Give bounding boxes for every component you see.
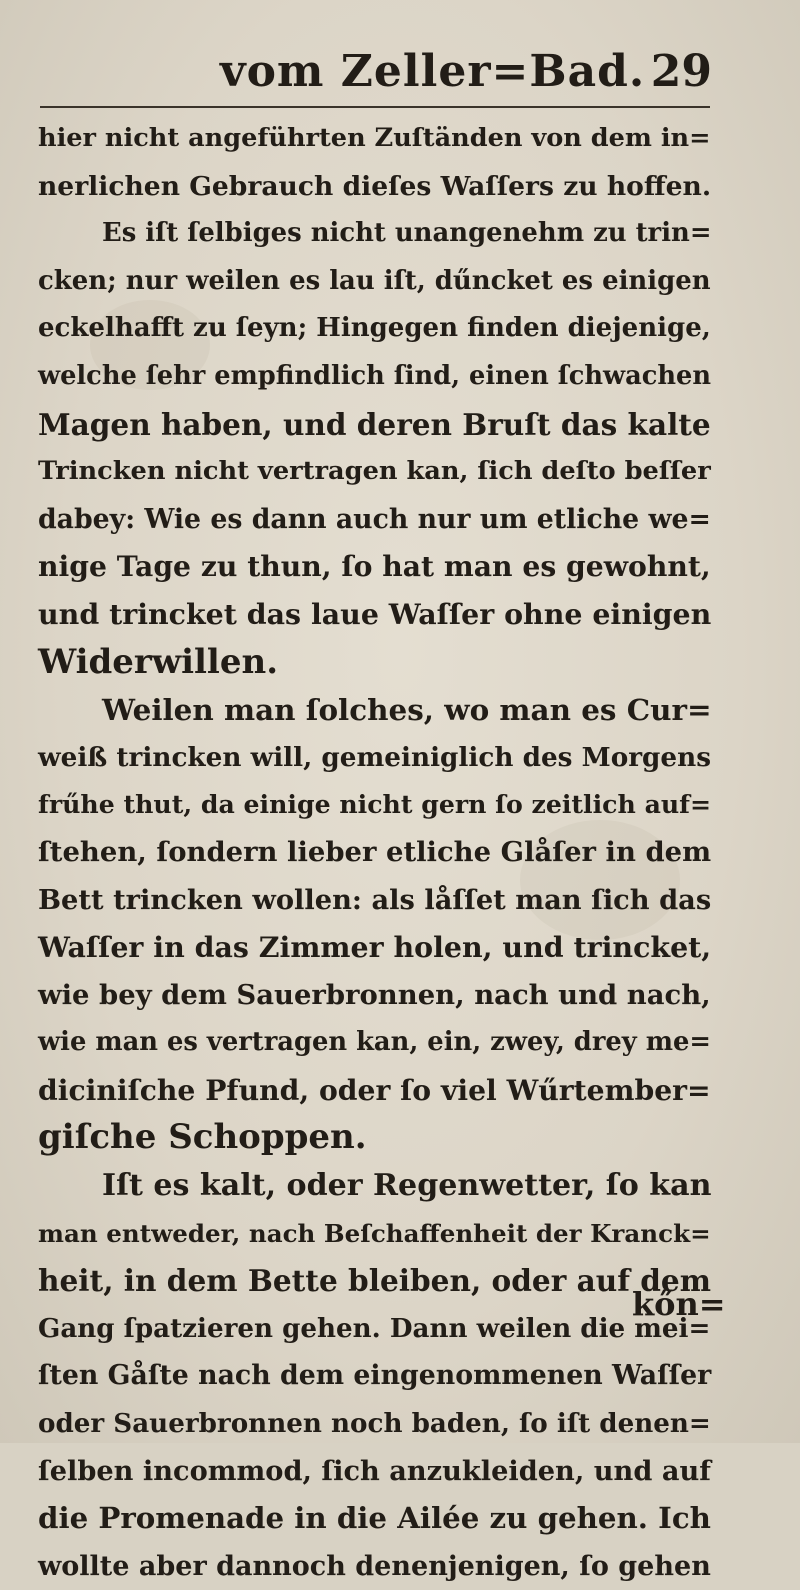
text-line: Widerwillen. bbox=[38, 641, 279, 682]
page-number: 29 bbox=[650, 46, 712, 97]
catchword: kőn= bbox=[632, 1285, 726, 1323]
text-line: Waſſer in das Zimmer holen, und trincket, bbox=[38, 930, 712, 965]
text-line: ſelben incommod, ſich anzukleiden, und auf bbox=[38, 1454, 711, 1487]
text-line: Magen haben, und deren Bruſt das kalte bbox=[38, 406, 711, 442]
text-line: man entweder, nach Beſchaffenheit der Kranck= bbox=[38, 1218, 711, 1248]
text-line: Es iſt ſelbiges nicht unangenehm zu trin= bbox=[102, 218, 712, 249]
text-line: die Promenade in die Ailée zu gehen. Ich bbox=[38, 1501, 711, 1536]
text-line: wie bey dem Sauerbronnen, nach und nach, bbox=[38, 978, 711, 1011]
text-line: eckelhafft zu ſeyn; Hingegen finden diejenige, bbox=[38, 313, 711, 344]
text-line: heit, in dem Bette bleiben, oder auf dem bbox=[38, 1263, 712, 1299]
text-line: ſtehen, ſondern lieber etliche Glåſer in dem bbox=[38, 835, 712, 868]
header-rule bbox=[40, 106, 710, 108]
text-line: giſche Schoppen. bbox=[38, 1117, 367, 1158]
text-line: dabey: Wie es dann auch nur um etliche we= bbox=[38, 503, 711, 535]
text-line: wie man es vertragen kan, ein, zwey, drey me= bbox=[38, 1027, 711, 1058]
text-line: wollte aber dannoch denenjenigen, ſo gehen bbox=[38, 1550, 711, 1582]
text-line: nerlichen Gebrauch dieſes Waſſers zu hoffen. bbox=[38, 170, 712, 202]
text-line: Trincken nicht vertragen kan, ſich deſto beſſer bbox=[38, 456, 711, 487]
running-title: vom Zeller=Bad. bbox=[220, 46, 646, 97]
text-line: nige Tage zu thun, ſo hat man es gewohnt, bbox=[38, 550, 711, 584]
page-header bbox=[40, 38, 730, 108]
text-line: cken; nur weilen es lau iſt, dűncket es einigen bbox=[38, 265, 711, 296]
text-line: weiß trincken will, gemeiniglich des Morgens bbox=[38, 741, 712, 773]
text-line: Iſt es kalt, oder Regenwetter, ſo kan bbox=[102, 1168, 712, 1204]
text-line: oder Sauerbronnen noch baden, ſo iſt denen= bbox=[38, 1408, 711, 1440]
text-line: hier nicht angeführten Zuſtänden von dem in= bbox=[38, 123, 711, 153]
text-line: und trincket das laue Waſſer ohne einigen bbox=[38, 596, 712, 631]
text-line: Bett trincken wollen: als låſſet man ſich das bbox=[38, 883, 712, 916]
text-line: ſten Gåſte nach dem eingenommenen Waſſer bbox=[38, 1360, 712, 1392]
text-line: Weilen man ſolches, wo man es Cur= bbox=[102, 692, 712, 728]
text-line: welche ſehr empfindlich ſind, einen ſchwachen bbox=[38, 360, 712, 391]
text-line: Gang ſpatzieren gehen. Dann weilen die mei= bbox=[38, 1312, 711, 1344]
text-line: frűhe thut, da einige nicht gern ſo zeitlich auf= bbox=[38, 789, 712, 820]
body-text bbox=[38, 115, 718, 1590]
text-line: diciniſche Pfund, oder ſo viel Wűrtember= bbox=[38, 1073, 711, 1107]
